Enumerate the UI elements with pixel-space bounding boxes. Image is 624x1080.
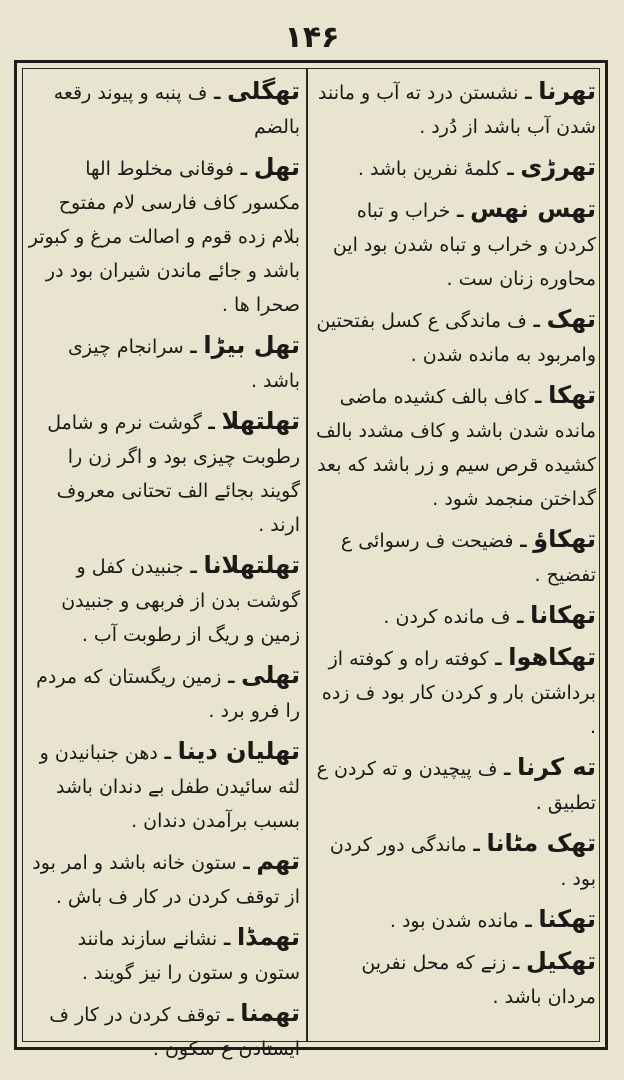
dictionary-entry: تھل ـ فوقانی مخلوط الها مکسور کاف فارسی لام مفتوح بلام زده قوم و اصالت مرغ و کبوتر باشد و جائے ماندن شیران بود در صحرا ها . (28, 153, 300, 316)
entry-definition: ماندگی دور کردن بود . (329, 834, 596, 890)
entry-headword: تھکاؤ (533, 525, 596, 553)
page-number: ۱۴۶ (284, 20, 340, 55)
entry-definition: کاف بالف کشیده ماضی مانده شدن باشد و کاف مشدد بالف کشیده قرص سیم و زر باشد که بعد گداختن منجمد شود . (315, 386, 596, 510)
dictionary-entry: تھک مٹانا ـ ماندگی دور کردن بود . (329, 829, 596, 890)
dictionary-entry: تھرنا ـ نشستن درد ته آب و مانند شدن آب باشد از دُرد . (317, 77, 596, 138)
dictionary-entry: تھمڈا ـ نشانے سازند مانند ستون و ستون را نیز گویند . (77, 923, 300, 984)
entry-definition: فضیحت ف رسوائی ع تفضیح . (340, 530, 596, 586)
dictionary-entry: تھکاهوا ـ کوفته راه و کوفته از برداشتن بار و کردن کار بود ف زده . (321, 643, 596, 738)
entry-headword: ته کرنا (517, 753, 596, 781)
right-column (314, 74, 596, 1034)
entry-definition: ف ماندگی ع کسل بفتحتین وامربود به مانده شدن . (316, 310, 596, 366)
dictionary-entry: تھل بیڑا ـ سرانجام چیزی باشد . (67, 331, 300, 392)
entry-definition: مانده شدن بود . (389, 910, 519, 932)
entry-definition: نشانے سازند مانند ستون و ستون را نیز گویند . (77, 928, 300, 984)
dictionary-entry: تهس نهس ـ خراب و تباه کردن و خراب و تباه شدن بود این محاوره زنان ست . (332, 195, 596, 290)
column-divider (306, 68, 308, 1042)
entry-headword: تھکنا (538, 905, 596, 933)
entry-headword: تھلیان دینا (177, 737, 300, 765)
dictionary-entry: ته کرنا ـ ف پیچیدن و ته کردن ع تطبیق . (316, 753, 596, 814)
dictionary-entry: تھکاؤ ـ فضیحت ف رسوائی ع تفضیح . (340, 525, 596, 586)
dictionary-entry: تھگلی ـ ف پنبه و پیوند رقعه بالضم (53, 77, 300, 138)
entry-definition: گوشت نرم و شامل رطوبت چیزی بود و اگر زن را گویند بجائے الف تحتانی معروف ارند . (47, 412, 300, 536)
entry-definition: زمین ریگستان که مردم را فرو برد . (36, 666, 300, 722)
entry-definition: توقف کردن در کار ف ایستادن ع سکون . (49, 1004, 300, 1060)
entry-definition: جنبیدن کفل و گوشت بدن از فربهی و جنبیدن زمین و ریگ از رطوبت آب . (61, 556, 300, 646)
dictionary-entry: تھلتھلا ـ گوشت نرم و شامل رطوبت چیزی بود و اگر زن را گویند بجائے الف تحتانی معروف ارند . (47, 407, 300, 536)
entry-definition: نشستن درد ته آب و مانند شدن آب باشد از دُرد . (317, 82, 596, 138)
entry-definition: کوفته راه و کوفته از برداشتن بار و کردن کار بود ف زده . (321, 648, 596, 738)
dictionary-entry: تھلی ـ زمین ریگستان که مردم را فرو برد . (36, 661, 300, 722)
dictionary-entry: تھلیان دینا ـ دهن جنبانیدن و لثه سائیدن طفل بے دندان باشد بسبب برآمدن دندان . (39, 737, 300, 832)
entry-headword: تھلتھلا (221, 407, 300, 435)
entry-definition: ف پنبه و پیوند رقعه بالضم (53, 82, 300, 138)
entry-headword: تھمڈا (236, 923, 300, 951)
entry-headword: تھم (256, 847, 300, 875)
dictionary-entry: تھلتھلانا ـ جنبیدن کفل و گوشت بدن از فربهی و جنبیدن زمین و ریگ از رطوبت آب . (61, 551, 300, 646)
entry-headword: تھرڑی (520, 153, 596, 181)
entry-headword: تھلی (241, 661, 300, 689)
dictionary-entry: تھکانا ـ ف مانده کردن . (383, 601, 596, 629)
entry-definition: دهن جنبانیدن و لثه سائیدن طفل بے دندان باشد بسبب برآمدن دندان . (39, 742, 300, 832)
dictionary-entry: تھک ـ ف ماندگی ع کسل بفتحتین وامربود به مانده شدن . (316, 305, 596, 366)
left-column (28, 74, 300, 1060)
entry-headword: تھل (253, 153, 300, 181)
dictionary-entry: تھکا ـ کاف بالف کشیده ماضی مانده شدن باشد و کاف مشدد بالف کشیده قرص سیم و زر باشد که بعد گداختن منجمد شود . (315, 381, 596, 510)
entry-headword: تھکا (548, 381, 596, 409)
dictionary-entry: تھرڑی ـ کلمهٔ نفرین باشد . (357, 153, 596, 181)
dictionary-entry: تھکیل ـ زنے که محل نفرین مردان باشد . (361, 947, 596, 1008)
dictionary-entry: تھم ـ ستون خانه باشد و امر بود از توقف کردن در کار ف باش . (32, 847, 300, 908)
entry-headword: تھرنا (538, 77, 596, 105)
entry-headword: تھل بیڑا (203, 331, 300, 359)
entry-headword: تھک مٹانا (486, 829, 596, 857)
entry-headword: تهس نهس (470, 195, 596, 223)
entry-definition: کلمهٔ نفرین باشد . (357, 158, 501, 180)
entry-headword: تھکیل (525, 947, 596, 975)
entry-definition: خراب و تباه کردن و خراب و تباه شدن بود این محاوره زنان ست . (332, 200, 596, 290)
entry-definition: ف پیچیدن و ته کردن ع تطبیق . (316, 758, 596, 814)
entry-definition: ف مانده کردن . (383, 606, 511, 628)
entry-headword: تھمنا (240, 999, 300, 1027)
entry-definition: زنے که محل نفرین مردان باشد . (361, 952, 596, 1008)
entry-headword: تھکاهوا (508, 643, 596, 671)
entry-definition: ستون خانه باشد و امر بود از توقف کردن در کار ف باش . (32, 852, 300, 908)
entry-definition: فوقانی مخلوط الها مکسور کاف فارسی لام مفتوح بلام زده قوم و اصالت مرغ و کبوتر باشد و جائے ماندن شیران بود در صحرا ها . (28, 158, 300, 316)
dictionary-entry: تھمنا ـ توقف کردن در کار ف ایستادن ع سکون . (49, 999, 300, 1060)
entry-headword: تھک (546, 305, 596, 333)
entry-headword: تھکانا (530, 601, 596, 629)
entry-headword: تھگلی (227, 77, 300, 105)
entry-definition: سرانجام چیزی باشد . (67, 336, 300, 392)
dictionary-entry: تھکنا ـ مانده شدن بود . (389, 905, 596, 933)
entry-headword: تھلتھلانا (203, 551, 300, 579)
